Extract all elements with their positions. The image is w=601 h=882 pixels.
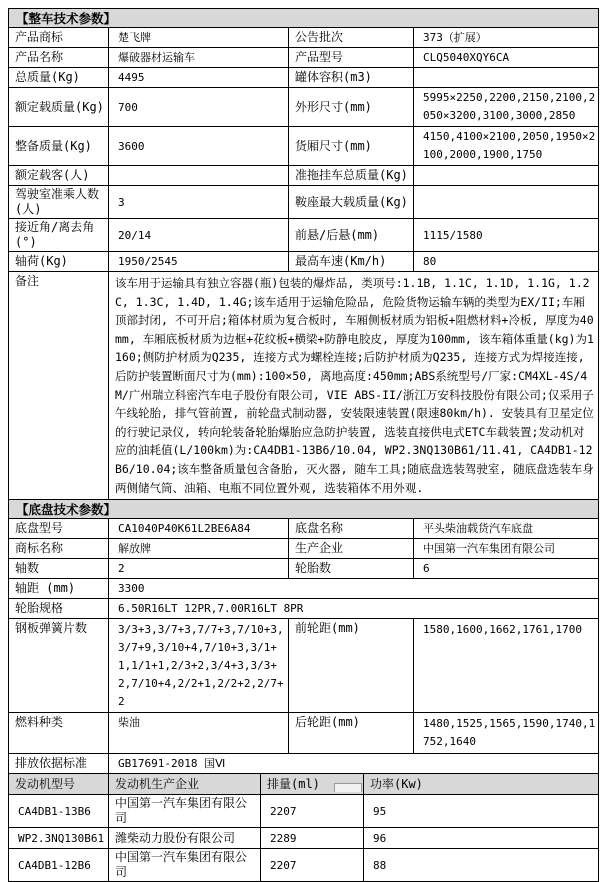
- section-title-chassis: 【底盘技术参数】: [9, 500, 599, 519]
- engine-manufacturer: 潍柴动力股份有限公司: [109, 828, 261, 849]
- param-label: 轴荷(Kg): [9, 252, 109, 272]
- param-value: 6.50R16LT 12PR,7.00R16LT 8PR: [109, 599, 599, 619]
- param-value: 80: [414, 252, 599, 272]
- table-row-remarks: [9, 272, 599, 500]
- engine-model: WP2.3NQ130B61: [9, 828, 109, 849]
- param-value: 6: [414, 559, 599, 579]
- param-label: 准拖挂车总质量(Kg): [289, 166, 414, 186]
- table-row: [9, 559, 599, 579]
- engine-manufacturer: 中国第一汽车集团有限公司: [109, 795, 261, 828]
- table-row: [9, 599, 599, 619]
- param-value: 解放牌: [109, 539, 289, 559]
- param-value: 4495: [109, 68, 289, 88]
- table-row: [9, 28, 599, 48]
- param-value: 3600: [109, 127, 289, 166]
- param-value: 1115/1580: [414, 219, 599, 252]
- engine-displacement: 2207: [261, 795, 364, 828]
- param-value: [414, 166, 599, 186]
- param-label: 轮胎规格: [9, 599, 109, 619]
- engine-displacement: 2289: [261, 828, 364, 849]
- param-value: 5995×2250,2200,2150,2100,2050×3200,3100,3000,2850: [414, 88, 599, 127]
- param-label: 前悬/后悬(mm): [289, 219, 414, 252]
- param-label: 整备质量(Kg): [9, 127, 109, 166]
- param-label: 货厢尺寸(mm): [289, 127, 414, 166]
- engine-col-header-power: 功率(Kw): [364, 774, 599, 795]
- remarks-text: 该车用于运输具有独立容器(瓶)包装的爆炸品, 类项号:1.1B, 1.1C, 1.1D, 1.1G, 1.2C, 1.3C, 1.4D, 1.4G;该车适用于运输危险品, 危险货物运输车辆的类型为EX/II;车厢顶部封闭, 不可开启;箱体材质为复合板时, 车厢侧板材质为铝板+阻燃材料+冷板, 厚度为40mm, 车厢底板材质为边框+花纹板+横梁+防静电胶皮, 厚度为100mm, 该车箱体重量(kg)为1160;侧防护材质为Q235, 连接方式为螺栓连接;后防护材质为Q235, 连接方式为焊接连接, 后防护装置断面尺寸为(mm):100×50, 离地高度:450mm;ABS系统型号/厂家:CM4XL-4S/4M/广州瑞立科密汽车电子股份有限公司, VIE ABS-II/浙江万安科技股份有限公司;仅采用子午线轮胎, 排气管前置, 前轮盘式制动器, 安装限速装置(限速80km/h). 安装具有卫星定位的行驶记录仪, 转向轮装备轮胎爆胎应急防护装置, 选装直接供电式ETC车载装置;发动机对应的油耗值(L/100km)为:CA4DB1-13B6/10.04, WP2.3NQ130B61/11.41, CA4DB1-12B6/10.04;该车整备质量包含备胎, 灭火器, 随车工具;随底盘选装驾驶室, 随底盘选装车身两侧储气筒、油箱、电瓶不同位置外观, 选装箱体不用外观.: [109, 272, 599, 500]
- param-value: [414, 68, 599, 88]
- table-row: [9, 166, 599, 186]
- table-row: [9, 68, 599, 88]
- param-label: 外形尺寸(mm): [289, 88, 414, 127]
- param-label: 公告批次: [289, 28, 414, 48]
- param-label: 钢板弹簧片数: [9, 619, 109, 713]
- table-row: [9, 127, 599, 166]
- param-label: 产品名称: [9, 48, 109, 68]
- engine-model: CA4DB1-13B6: [9, 795, 109, 828]
- param-label: 商标名称: [9, 539, 109, 559]
- param-value: 3300: [109, 579, 599, 599]
- table-row: [9, 539, 599, 559]
- engine-col-header-model: 发动机型号: [9, 774, 109, 795]
- param-label: 驾驶室准乘人数(人): [9, 186, 109, 219]
- param-value: 1580,1600,1662,1761,1700: [414, 619, 599, 713]
- param-value: [414, 186, 599, 219]
- param-label: 底盘型号: [9, 519, 109, 539]
- engine-header-row: [9, 774, 599, 795]
- table-row: [9, 219, 599, 252]
- table-row: [9, 579, 599, 599]
- param-label: 轮胎数: [289, 559, 414, 579]
- table-row: [9, 252, 599, 272]
- param-label: 燃料种类: [9, 713, 109, 754]
- table-row: [9, 500, 599, 519]
- engine-col-header-displacement: 排量(ml): [261, 774, 364, 795]
- param-label: 鞍座最大载质量(Kg): [289, 186, 414, 219]
- table-row: [9, 713, 599, 754]
- param-value: 中国第一汽车集团有限公司: [414, 539, 599, 559]
- param-value: 2: [109, 559, 289, 579]
- param-value: 373（扩展）: [414, 28, 599, 48]
- param-label: 最高车速(Km/h): [289, 252, 414, 272]
- param-label: 底盘名称: [289, 519, 414, 539]
- param-value: 3: [109, 186, 289, 219]
- engine-power: 88: [364, 849, 599, 882]
- param-value: 爆破器材运输车: [109, 48, 289, 68]
- spec-document: [8, 8, 598, 882]
- param-label: 额定载客(人): [9, 166, 109, 186]
- table-row: [9, 519, 599, 539]
- param-label: 排放依据标准: [9, 754, 109, 774]
- param-value: 1480,1525,1565,1590,1740,1752,1640: [414, 713, 599, 754]
- table-row: [9, 9, 599, 28]
- table-row: [9, 186, 599, 219]
- table-row: [9, 619, 599, 713]
- remarks-label: 备注: [9, 272, 109, 500]
- param-value: 20/14: [109, 219, 289, 252]
- param-label: 产品商标: [9, 28, 109, 48]
- param-label: 轴数: [9, 559, 109, 579]
- engine-model: CA4DB1-12B6: [9, 849, 109, 882]
- param-value: CA1040P40K61L2BE6A84: [109, 519, 289, 539]
- param-label: 生产企业: [289, 539, 414, 559]
- param-value: GB17691-2018 国Ⅵ: [109, 754, 599, 774]
- param-value: 柴油: [109, 713, 289, 754]
- engine-displacement: 2207: [261, 849, 364, 882]
- param-label: 后轮距(mm): [289, 713, 414, 754]
- engine-row: [9, 849, 599, 882]
- table-row: [9, 754, 599, 774]
- table-row: [9, 48, 599, 68]
- param-value: 700: [109, 88, 289, 127]
- param-label: 轴距 (mm): [9, 579, 109, 599]
- param-label: 罐体容积(m3): [289, 68, 414, 88]
- param-value: CLQ5040XQY6CA: [414, 48, 599, 68]
- param-value: 3/3+3,3/7+3,7/7+3,7/10+3,3/7+9,3/10+4,7/10+3,3/1+1,1/1+1,2/3+2,3/4+3,3/3+2,7/10+4,2/2+1,2/2+2,2/7+2: [109, 619, 289, 713]
- table-row: [9, 88, 599, 127]
- param-label: 接近角/离去角(°): [9, 219, 109, 252]
- engine-col-header-manufacturer: 发动机生产企业: [109, 774, 261, 795]
- param-label: 产品型号: [289, 48, 414, 68]
- vehicle-params-table: [8, 8, 599, 774]
- engine-row: [9, 795, 599, 828]
- param-label: 前轮距(mm): [289, 619, 414, 713]
- param-value: 平头柴油载货汽车底盘: [414, 519, 599, 539]
- engine-power: 95: [364, 795, 599, 828]
- engine-manufacturer: 中国第一汽车集团有限公司: [109, 849, 261, 882]
- param-label: 额定载质量(Kg): [9, 88, 109, 127]
- param-value: [109, 166, 289, 186]
- param-value: 4150,4100×2100,2050,1950×2100,2000,1900,1750: [414, 127, 599, 166]
- param-value: 楚飞牌: [109, 28, 289, 48]
- engine-table: [8, 773, 599, 882]
- param-value: 1950/2545: [109, 252, 289, 272]
- engine-power: 96: [364, 828, 599, 849]
- param-label: 总质量(Kg): [9, 68, 109, 88]
- engine-row: [9, 828, 599, 849]
- section-title-whole-vehicle: 【整车技术参数】: [9, 9, 599, 28]
